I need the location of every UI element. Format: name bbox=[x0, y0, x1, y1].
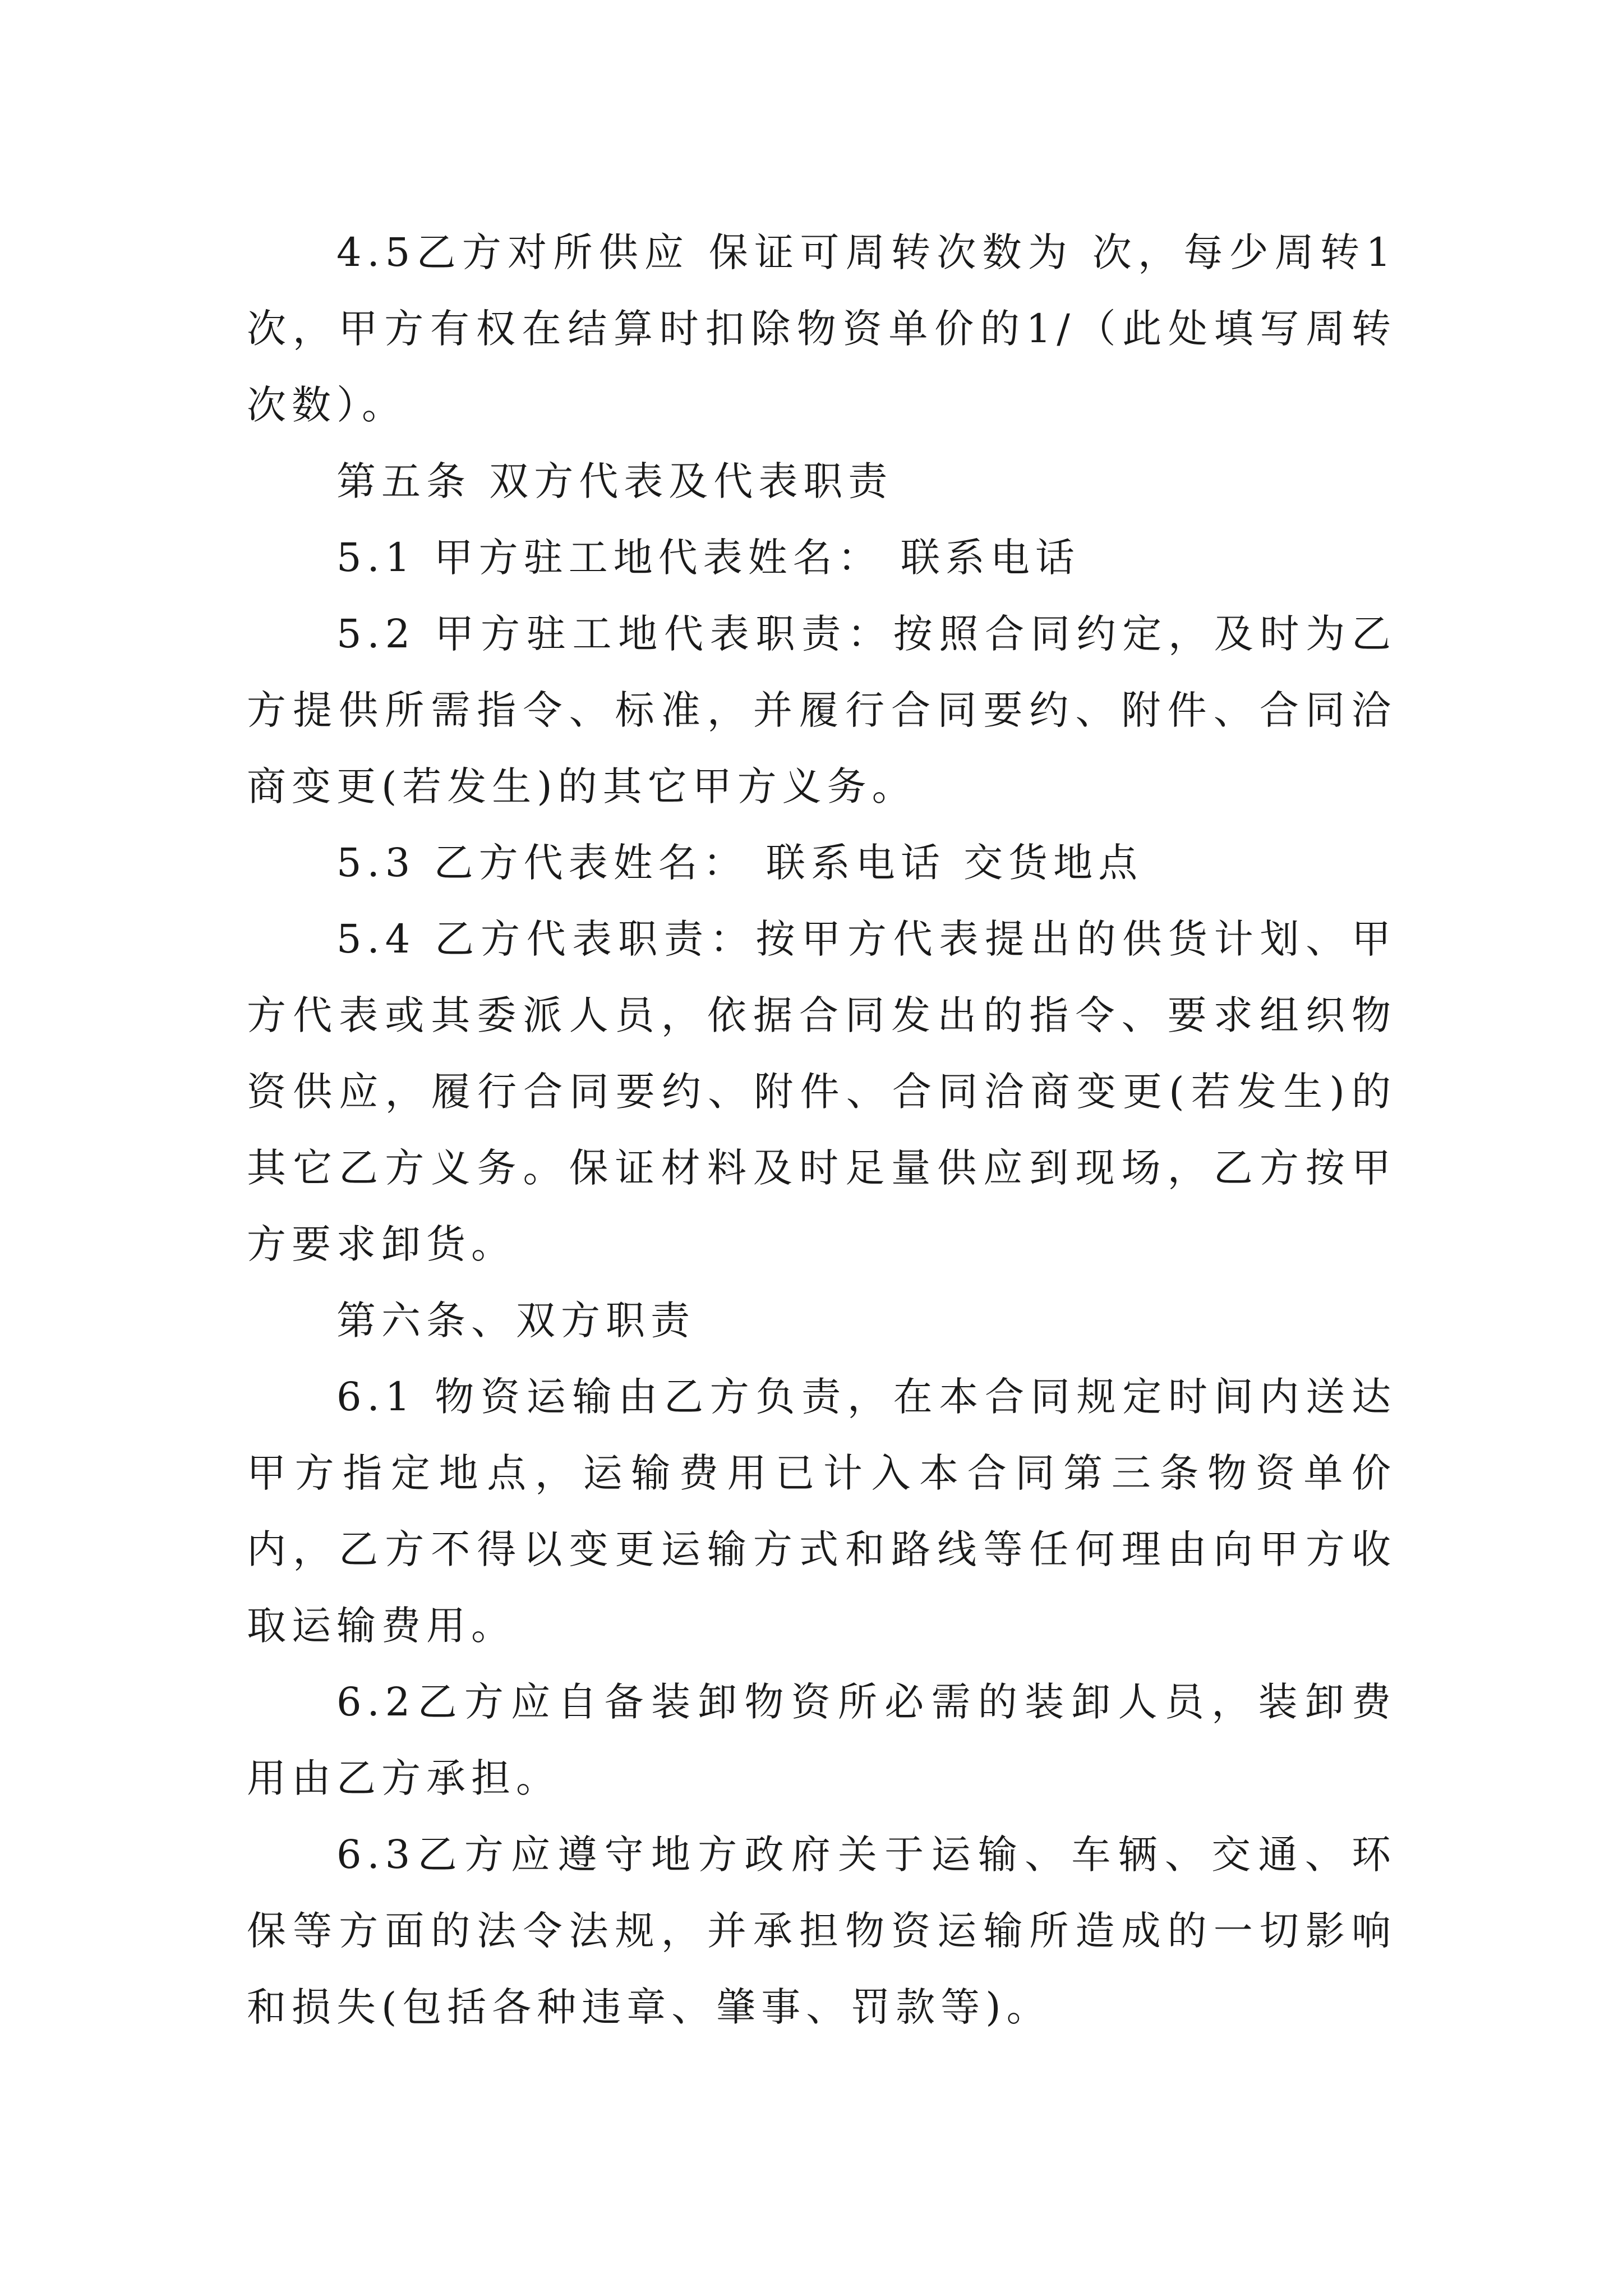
heading-article-5: 第五条 双方代表及代表职责 bbox=[336, 458, 893, 504]
paragraph-5-2: 5.2 甲方驻工地代表职责：按照合同约定，及时为乙方提供所需指令、标准，并履行合同要约、附件、合同洽商变更(若发生)的其它甲方义务。 bbox=[247, 611, 1396, 809]
paragraph-6-1: 6.1 物资运输由乙方负责，在本合同规定时间内送达甲方指定地点，运输费用已计入本合同第三条物资单价内，乙方不得以变更运输方式和路线等任何理由向甲方收取运输费用。 bbox=[247, 1374, 1396, 1649]
paragraph-5-3: 5.3 乙方代表姓名： 联系电话 交货地点 bbox=[336, 840, 1144, 886]
paragraph-5-1: 5.1 甲方驻工地代表姓名： 联系电话 bbox=[336, 535, 1080, 581]
paragraph-4-5: 4.5乙方对所供应 保证可周转次数为 次，每少周转1次，甲方有权在结算时扣除物资单价的1/（此处填写周转次数）。 bbox=[247, 229, 1396, 428]
paragraph-6-3: 6.3乙方应遵守地方政府关于运输、车辆、交通、环保等方面的法令法规，并承担物资运输所造成的一切影响和损失(包括各种违章、肇事、罚款等)。 bbox=[247, 1832, 1396, 2030]
paragraph-6-2: 6.2乙方应自备装卸物资所必需的装卸人员，装卸费用由乙方承担。 bbox=[247, 1679, 1396, 1801]
paragraph-5-4: 5.4 乙方代表职责：按甲方代表提出的供货计划、甲方代表或其委派人员，依据合同发出的指令、要求组织物资供应，履行合同要约、附件、合同洽商变更(若发生)的其它乙方义务。保证材料及时足量供应到现场，乙方按甲方要求卸货。 bbox=[247, 916, 1396, 1267]
document-body bbox=[247, 214, 1396, 2045]
heading-article-6: 第六条、双方职责 bbox=[336, 1297, 695, 1343]
